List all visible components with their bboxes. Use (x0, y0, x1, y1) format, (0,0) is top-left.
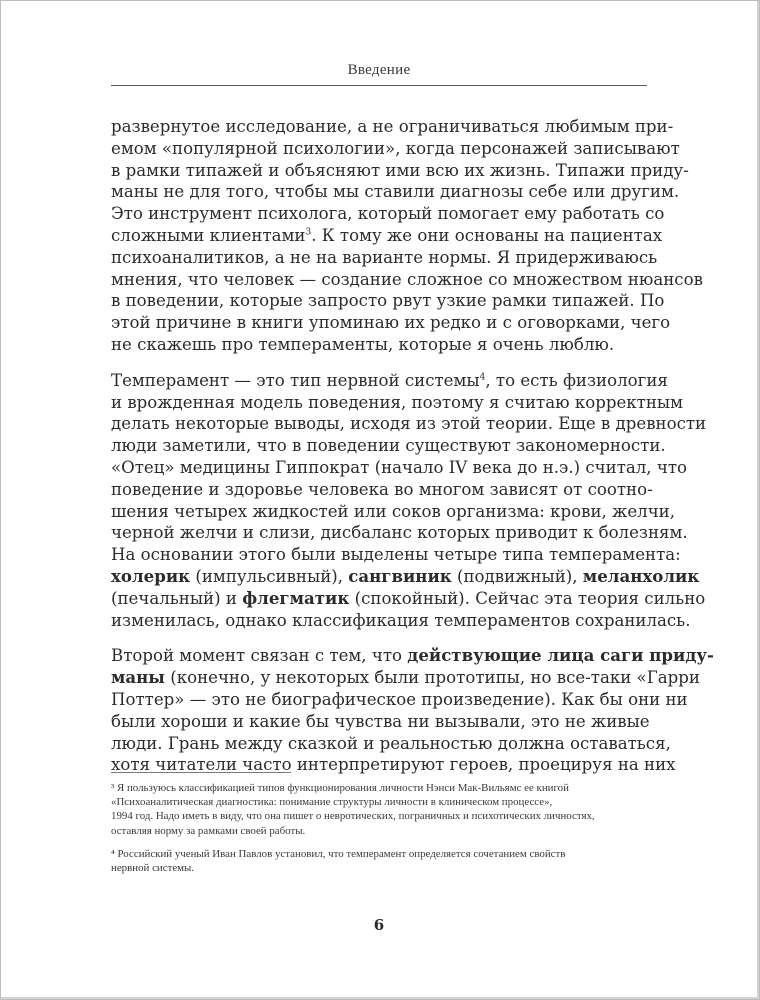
paragraph-3 (111, 645, 714, 776)
text-line: поведение и здоровье человека во многом зависят от соотно- (111, 479, 653, 499)
text-fragment: . К тому же они основаны на пациентах (311, 225, 663, 245)
text-fragment: (конечно, у некоторых были прототипы, но все-таки «Гарри (164, 668, 700, 688)
paragraph-1 (111, 116, 703, 356)
text-fragment: Второй момент связан с тем, что (111, 646, 408, 666)
text-line: этой причине в книги упоминаю их редко и с оговорками, чего (111, 313, 671, 333)
text-line (111, 587, 706, 610)
footnote-line: ⁴ Российский ученый Иван Павлов установил, что темперамент определяется сочетанием свойств (111, 847, 566, 860)
text-line (111, 225, 663, 247)
term-melancholic: меланхолик (582, 565, 700, 586)
term-phlegmatic: флегматик (242, 587, 350, 608)
text-line: люди. Грань между сказкой и реальностью должна оставаться, (111, 733, 671, 753)
text-line (111, 565, 700, 588)
text-line: хотя читатели часто интерпретируют героев, проецируя на них (111, 755, 676, 775)
text-line: шения четырех жидкостей или соков организма: крови, желчи, (111, 501, 675, 521)
emphasis-text: действующие лица саги приду- (407, 645, 714, 666)
text-line: психоаналитиков, а не на варианте нормы. Я придерживаюсь (111, 247, 658, 267)
main-text (111, 116, 714, 776)
text-line: были хороши и какие бы чувства ни вызывали, это не живые (111, 711, 650, 731)
footnote-3 (111, 781, 647, 838)
footnote-line: 1994 год. Надо иметь в виду, что она пишет о невротических, пограничных и психотических личностях, (111, 810, 595, 823)
text-fragment: (спокойный). Сейчас эта теория сильно (349, 588, 706, 608)
text-line: развернутое исследование, а не ограничиваться любимым при- (111, 117, 674, 136)
term-choleric: холерик (111, 565, 191, 586)
text-line: делать некоторые выводы, исходя из этой теории. Еще в древности (111, 414, 707, 434)
text-line: черной желчи и слизи, дисбаланс которых приводит к болезням. (111, 523, 688, 543)
text-line: мнения, что человек — создание сложное со множеством нюансов (111, 269, 703, 289)
text-fragment: , то есть физиология (485, 370, 668, 390)
paragraph-gap (111, 631, 647, 645)
footnote-line: оставляя норму за рамками своей работы. (111, 824, 306, 837)
text-line: Это инструмент психолога, который помогает ему работать со (111, 204, 665, 224)
text-line: маны не для того, чтобы мы ставили диагнозы себе или другим. (111, 182, 680, 202)
text-fragment: (печальный) и (111, 588, 243, 608)
footnote-4 (111, 847, 647, 875)
footnote-line: «Психоаналитическая диагностика: понимание структуры личности в клиническом процессе», (111, 796, 553, 809)
footnote-rule (111, 772, 291, 773)
text-line (111, 645, 714, 667)
text-line: и врожденная модель поведения, поэтому я считаю корректным (111, 392, 683, 412)
footnotes (111, 772, 647, 875)
text-line: емом «популярной психологии», когда персонажей записывают (111, 138, 680, 158)
text-fragment: (импульсивный), (190, 566, 349, 586)
text-fragment: (подвижный), (451, 566, 583, 586)
text-line: На основании этого были выделены четыре типа темперамента: (111, 545, 681, 565)
text-line (111, 667, 700, 689)
footnote-ref-3: 3 (305, 227, 312, 238)
footnote-line: ³ Я пользуюсь классификацией типов функционирования личности Нэнси Мак-Вильямс ее книгой (111, 782, 569, 794)
paragraph-2 (111, 370, 707, 632)
footnote-gap (111, 838, 647, 847)
text-line: «Отец» медицины Гиппократ (начало IV века до н.э.) считал, что (111, 457, 688, 477)
text-line: Поттер» — это не биографическое произведение). Как бы они ни (111, 689, 688, 709)
emphasis-text: маны (111, 667, 165, 688)
term-sanguine: сангвиник (348, 565, 452, 586)
paragraph-gap (111, 356, 647, 370)
text-fragment: сложными клиентами (111, 225, 306, 245)
text-line: изменилась, однако классификация темпераментов сохранилась. (111, 610, 691, 630)
text-line: не скажешь про темпераменты, которые я очень люблю. (111, 334, 615, 354)
text-line: в рамки типажей и объясняют ими всю их жизнь. Типажи приду- (111, 160, 689, 180)
text-line: люди заметили, что в поведении существуют закономерности. (111, 436, 666, 456)
text-line: в поведении, которые запросто рвут узкие рамки типажей. По (111, 291, 665, 311)
footnote-line: нервной системы. (111, 862, 195, 875)
page-number: 6 (373, 916, 385, 934)
running-head: Введение (347, 62, 411, 78)
footnote-ref-4: 4 (479, 372, 486, 383)
text-fragment: Темперамент — это тип нервной системы (111, 370, 480, 390)
header-rule (111, 85, 647, 86)
text-line (111, 370, 668, 392)
